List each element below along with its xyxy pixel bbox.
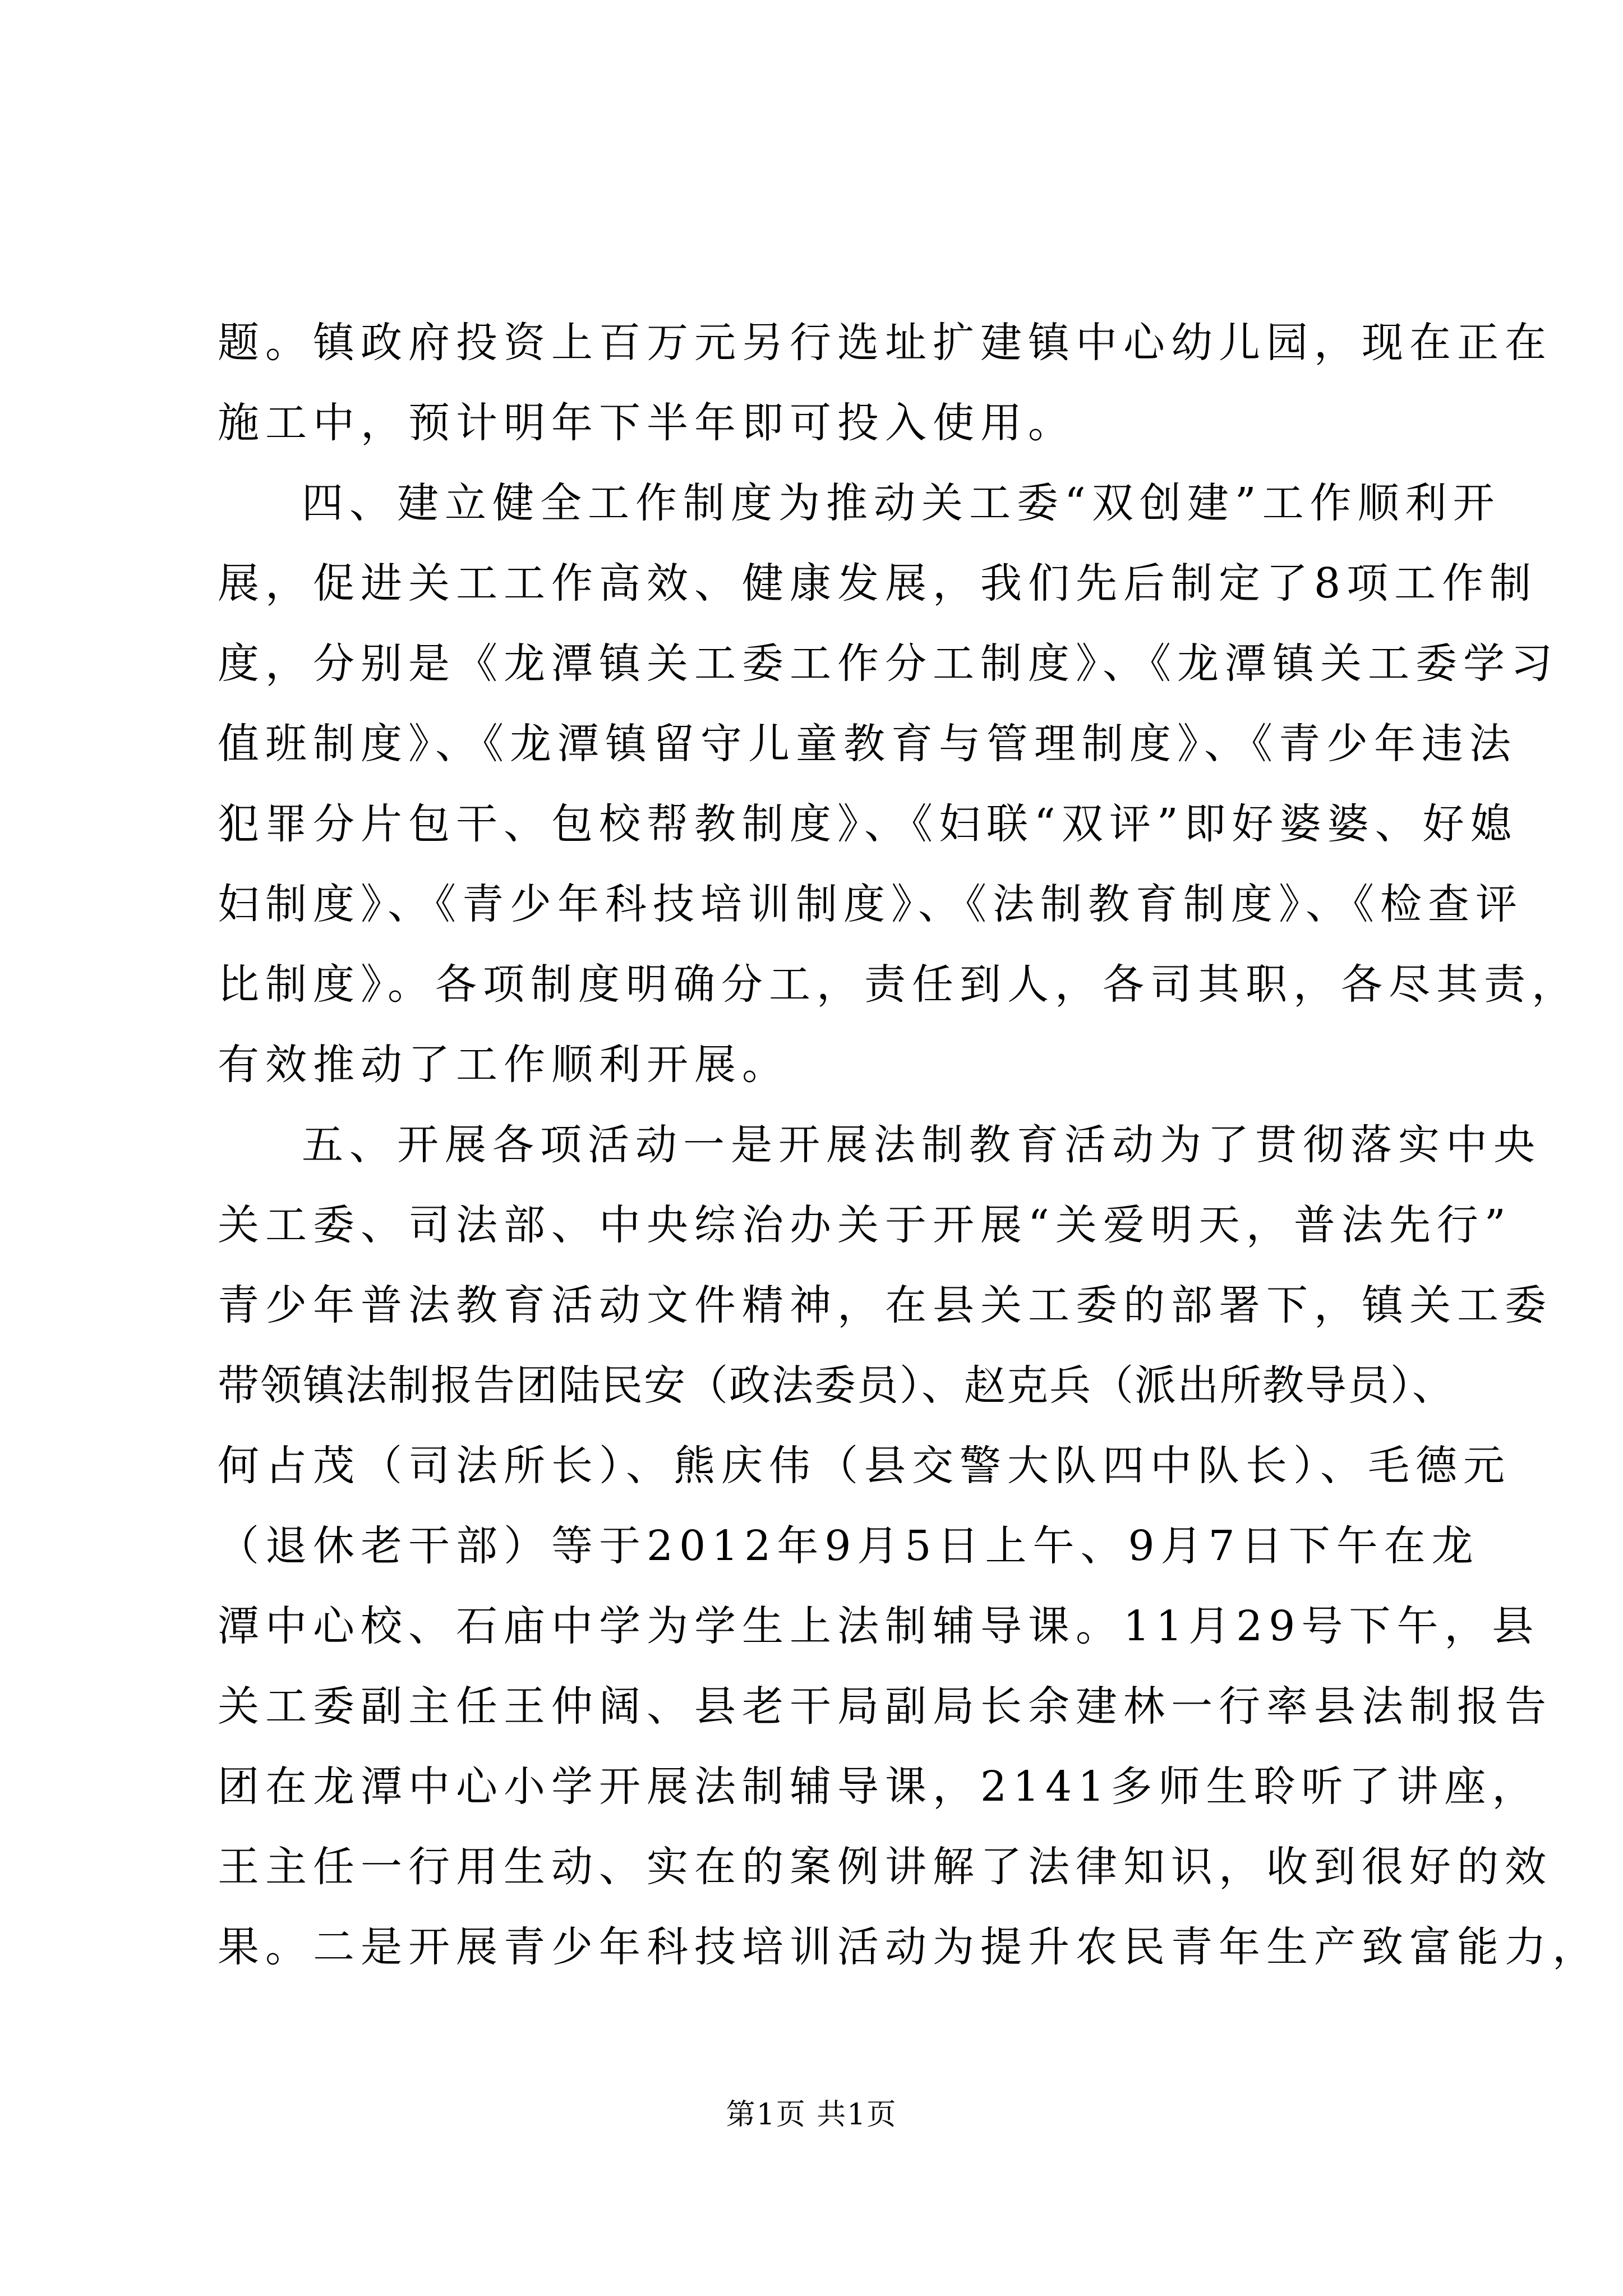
body-line: 有效推动了工作顺利开展。 — [218, 1041, 790, 1089]
body-line: 犯罪分片包干、包校帮教制度》、《妇联“双评”即好婆婆、好媳 — [218, 800, 1518, 848]
paragraph-start-line: 五、开展各项活动一是开展法制教育活动为了贯彻落实中央 — [302, 1121, 1541, 1169]
body-line: 展，促进关工工作高效、健康发展，我们先后制定了8项工作制 — [218, 559, 1538, 608]
body-line: 潭中心校、石庙中学为学生上法制辅导课。11月29号下午，县 — [218, 1602, 1540, 1650]
body-line: 团在龙潭中心小学开展法制辅导课，2141多师生聆听了讲座， — [218, 1763, 1540, 1811]
body-line: 关工委、司法部、中央综治办关于开展“关爱明天，普法先行” — [218, 1201, 1512, 1249]
document-body — [218, 303, 1600, 1987]
body-line: 妇制度》、《青少年科技培训制度》、《法制教育制度》、《检查评 — [218, 880, 1523, 928]
page-number-footer: 第1页 共1页 — [726, 2098, 897, 2132]
body-line: 青少年普法教育活动文件精神，在县关工委的部署下，镇关工委 — [218, 1281, 1552, 1329]
body-line: 比制度》。各项制度明确分工，责任到人，各司其职，各尽其责， — [218, 960, 1579, 1009]
body-line: 关工委副主任王仲阔、县老干局副局长余建林一行率县法制报告 — [218, 1682, 1552, 1731]
body-line: 题。镇政府投资上百万元另行选址扩建镇中心幼儿园，现在正在 — [218, 319, 1552, 367]
body-line: 何占茂（司法所长）、熊庆伟（县交警大队四中队长）、毛德元 — [218, 1442, 1511, 1490]
paragraph-start-line: 四、建立健全工作制度为推动关工委“双创建”工作顺利开 — [302, 479, 1501, 527]
body-line: 王主任一行用生动、实在的案例讲解了法律知识，收到很好的效 — [218, 1843, 1552, 1891]
body-line: 带领镇法制报告团陆民安（政法委员）、赵克兵（派出所教导员）、 — [218, 1361, 1455, 1410]
body-line: 果。二是开展青少年科技培训活动为提升农民青年生产致富能力， — [218, 1923, 1600, 1971]
body-line: 值班制度》、《龙潭镇留守儿童教育与管理制度》、《青少年违法 — [218, 720, 1517, 768]
body-line: （退休老干部）等于2012年9月5日上午、9月7日下午在龙 — [218, 1522, 1479, 1570]
body-line: 施工中，预计明年下半年即可投入使用。 — [218, 399, 1076, 447]
body-line: 度，分别是《龙潭镇关工委工作分工制度》、《龙潭镇关工委学习 — [218, 639, 1559, 688]
